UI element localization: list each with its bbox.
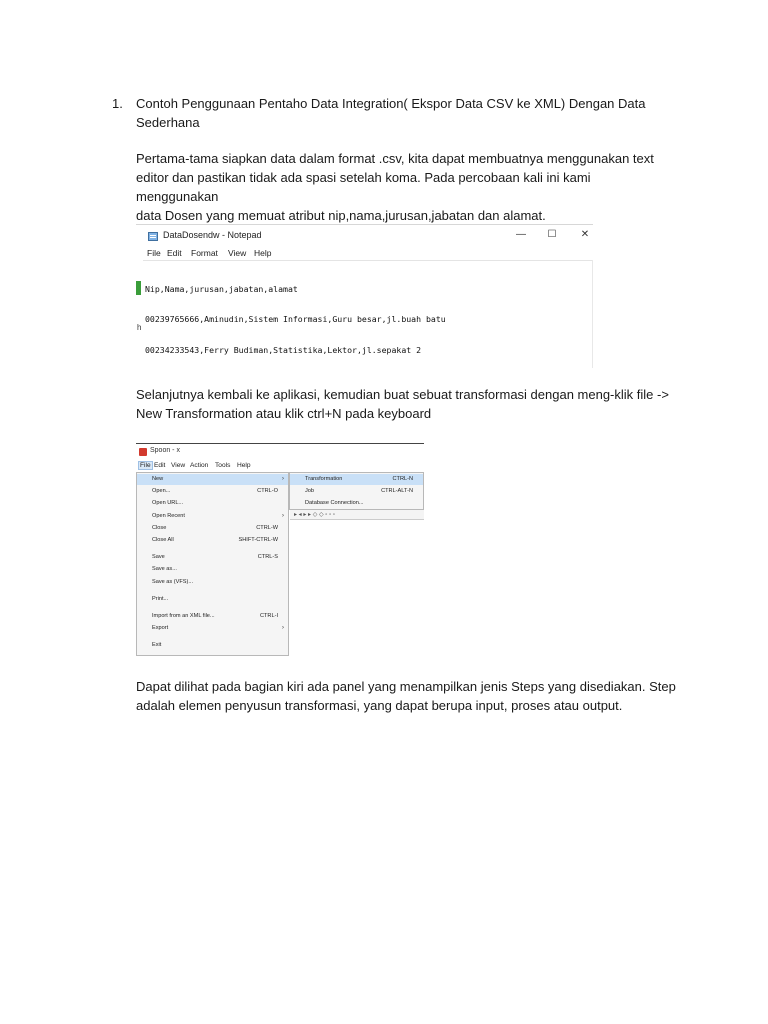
menu-item-close bbox=[137, 523, 288, 534]
menu-item-label: Open... bbox=[152, 488, 171, 494]
paragraph-intro-line3: data Dosen yang memuat atribut nip,nama,jurusan,jabatan dan alamat. bbox=[136, 208, 546, 223]
menu-item-save-as-vfs bbox=[137, 577, 288, 588]
notepad-title: DataDosendw - Notepad bbox=[163, 230, 262, 240]
menu-item-label: Close bbox=[152, 525, 167, 531]
section-title-line1: Contoh Penggunaan Pentaho Data Integration( Ekspor Data CSV ke XML) Dengan Data bbox=[136, 96, 646, 111]
section-title bbox=[136, 94, 676, 132]
menu-item-shortcut: SHIFT-CTRL-W bbox=[238, 537, 278, 543]
menu-item-open bbox=[137, 486, 288, 497]
csv-line: Nip,Nama,jurusan,jabatan,alamat bbox=[145, 283, 298, 294]
green-marker bbox=[136, 281, 141, 295]
notepad-menu-help: Help bbox=[254, 248, 272, 258]
menu-item-save bbox=[137, 552, 288, 563]
menu-item-label: Open Recent bbox=[152, 513, 185, 519]
divider bbox=[136, 443, 424, 444]
menu-item-close-all bbox=[137, 535, 288, 546]
menu-item-save-as bbox=[137, 564, 288, 575]
spoon-menu-tools: Tools bbox=[215, 462, 231, 469]
notepad-scrollbar bbox=[592, 260, 593, 368]
menu-item-shortcut: CTRL-N bbox=[392, 476, 413, 482]
menu-item-transformation bbox=[290, 474, 423, 485]
menu-item-new bbox=[137, 474, 288, 485]
spoon-title: Spoon - x bbox=[150, 447, 180, 454]
paragraph-new-transformation-line2: New Transformation atau klik ctrl+N pada keyboard bbox=[136, 406, 432, 421]
spoon-menu-help: Help bbox=[237, 462, 251, 469]
section-title-line2: Sederhana bbox=[136, 115, 200, 130]
menu-item-label: Import from an XML file... bbox=[152, 613, 215, 619]
paragraph-new-transformation-line1: Selanjutnya kembali ke aplikasi, kemudian buat sebuat transformasi dengan meng-klik file -> bbox=[136, 387, 669, 402]
notepad-screenshot bbox=[136, 224, 593, 368]
menu-item-label: Open URL... bbox=[152, 500, 184, 506]
notepad-menu-edit: Edit bbox=[167, 248, 182, 258]
file-menu bbox=[136, 472, 289, 656]
csv-content bbox=[145, 263, 460, 368]
paragraph-intro bbox=[136, 149, 676, 225]
menu-item-shortcut: CTRL-O bbox=[257, 488, 278, 494]
menu-item-import-xml bbox=[137, 611, 288, 622]
menu-item-label: Save as (VFS)... bbox=[152, 579, 194, 585]
spoon-menu-file: File bbox=[140, 462, 151, 469]
paragraph-steps bbox=[136, 677, 676, 715]
menu-item-label: Print... bbox=[152, 596, 169, 602]
menu-item-job bbox=[290, 486, 423, 497]
spoon-menu-view: View bbox=[171, 462, 186, 469]
chevron-right-icon: › bbox=[281, 624, 284, 631]
notepad-menu-format: Format bbox=[191, 248, 218, 258]
list-number: 1. bbox=[112, 96, 123, 111]
close-icon: ✕ bbox=[580, 229, 590, 240]
menu-item-label: Export bbox=[152, 625, 169, 631]
paragraph-steps-line2: adalah elemen penyusun transformasi, yang dapat berupa input, proses atau output. bbox=[136, 698, 623, 713]
menu-item-label: Transformation bbox=[305, 476, 343, 482]
toolbar-icons: ▸ ◂ ▸ ▸ ◇ ◇ ▫ ▫ ▫ bbox=[294, 512, 335, 518]
gutter-letter: h bbox=[137, 323, 142, 332]
spoon-menu-edit: Edit bbox=[154, 462, 166, 469]
menu-item-export bbox=[137, 623, 288, 634]
spoon-menubar bbox=[136, 460, 424, 472]
menu-item-label: Save bbox=[152, 554, 165, 560]
menu-item-shortcut: CTRL-I bbox=[259, 613, 278, 619]
spoon-screenshot bbox=[136, 443, 424, 657]
spoon-logo-icon bbox=[139, 448, 147, 456]
menu-item-open-recent bbox=[137, 511, 288, 522]
spoon-menu-action: Action bbox=[190, 462, 209, 469]
new-submenu bbox=[289, 472, 424, 510]
menu-item-shortcut: CTRL-S bbox=[257, 554, 278, 560]
menu-item-shortcut: CTRL-ALT-N bbox=[381, 488, 413, 494]
menu-item-shortcut: CTRL-W bbox=[256, 525, 278, 531]
menu-item-label: Job bbox=[305, 488, 315, 494]
menu-item-label: Save as... bbox=[152, 566, 177, 572]
chevron-right-icon: › bbox=[281, 475, 284, 482]
notepad-menu-file: File bbox=[147, 248, 161, 258]
maximize-icon: ☐ bbox=[547, 229, 557, 240]
spoon-titlebar bbox=[136, 445, 424, 459]
menu-item-print bbox=[137, 594, 288, 605]
csv-line: 00234233543,Ferry Budiman,Statistika,Lektor,jl.sepakat 2 bbox=[145, 345, 422, 356]
notepad-menu-view: View bbox=[228, 248, 247, 258]
menu-item-exit bbox=[137, 640, 288, 651]
paragraph-intro-line1: Pertama-tama siapkan data dalam format .csv, kita dapat membuatnya menggunakan text bbox=[136, 151, 654, 166]
paragraph-intro-line2: editor dan pastikan tidak ada spasi setelah koma. Pada percobaan kali ini kami menggunakan bbox=[136, 170, 591, 204]
paragraph-steps-line1: Dapat dilihat pada bagian kiri ada panel yang menampilkan jenis Steps yang disediakan. Step bbox=[136, 679, 676, 694]
spoon-toolbar bbox=[290, 510, 424, 520]
paragraph-new-transformation bbox=[136, 385, 676, 423]
minimize-icon: — bbox=[516, 229, 526, 240]
menu-item-open-url bbox=[137, 498, 288, 509]
menu-item-label: Database Connection... bbox=[305, 500, 364, 506]
menu-item-label: Exit bbox=[152, 642, 162, 648]
notepad-icon bbox=[148, 232, 158, 241]
chevron-right-icon: › bbox=[281, 512, 284, 519]
notepad-menubar bbox=[136, 247, 593, 260]
notepad-text-area bbox=[137, 260, 593, 368]
csv-line: 00239765666,Aminudin,Sistem Informasi,Guru besar,jl.buah batu bbox=[145, 314, 446, 325]
menu-item-label: Close All bbox=[152, 537, 174, 543]
notepad-titlebar bbox=[136, 225, 593, 247]
menu-item-database-connection bbox=[290, 498, 423, 509]
menu-item-label: New bbox=[152, 476, 164, 482]
